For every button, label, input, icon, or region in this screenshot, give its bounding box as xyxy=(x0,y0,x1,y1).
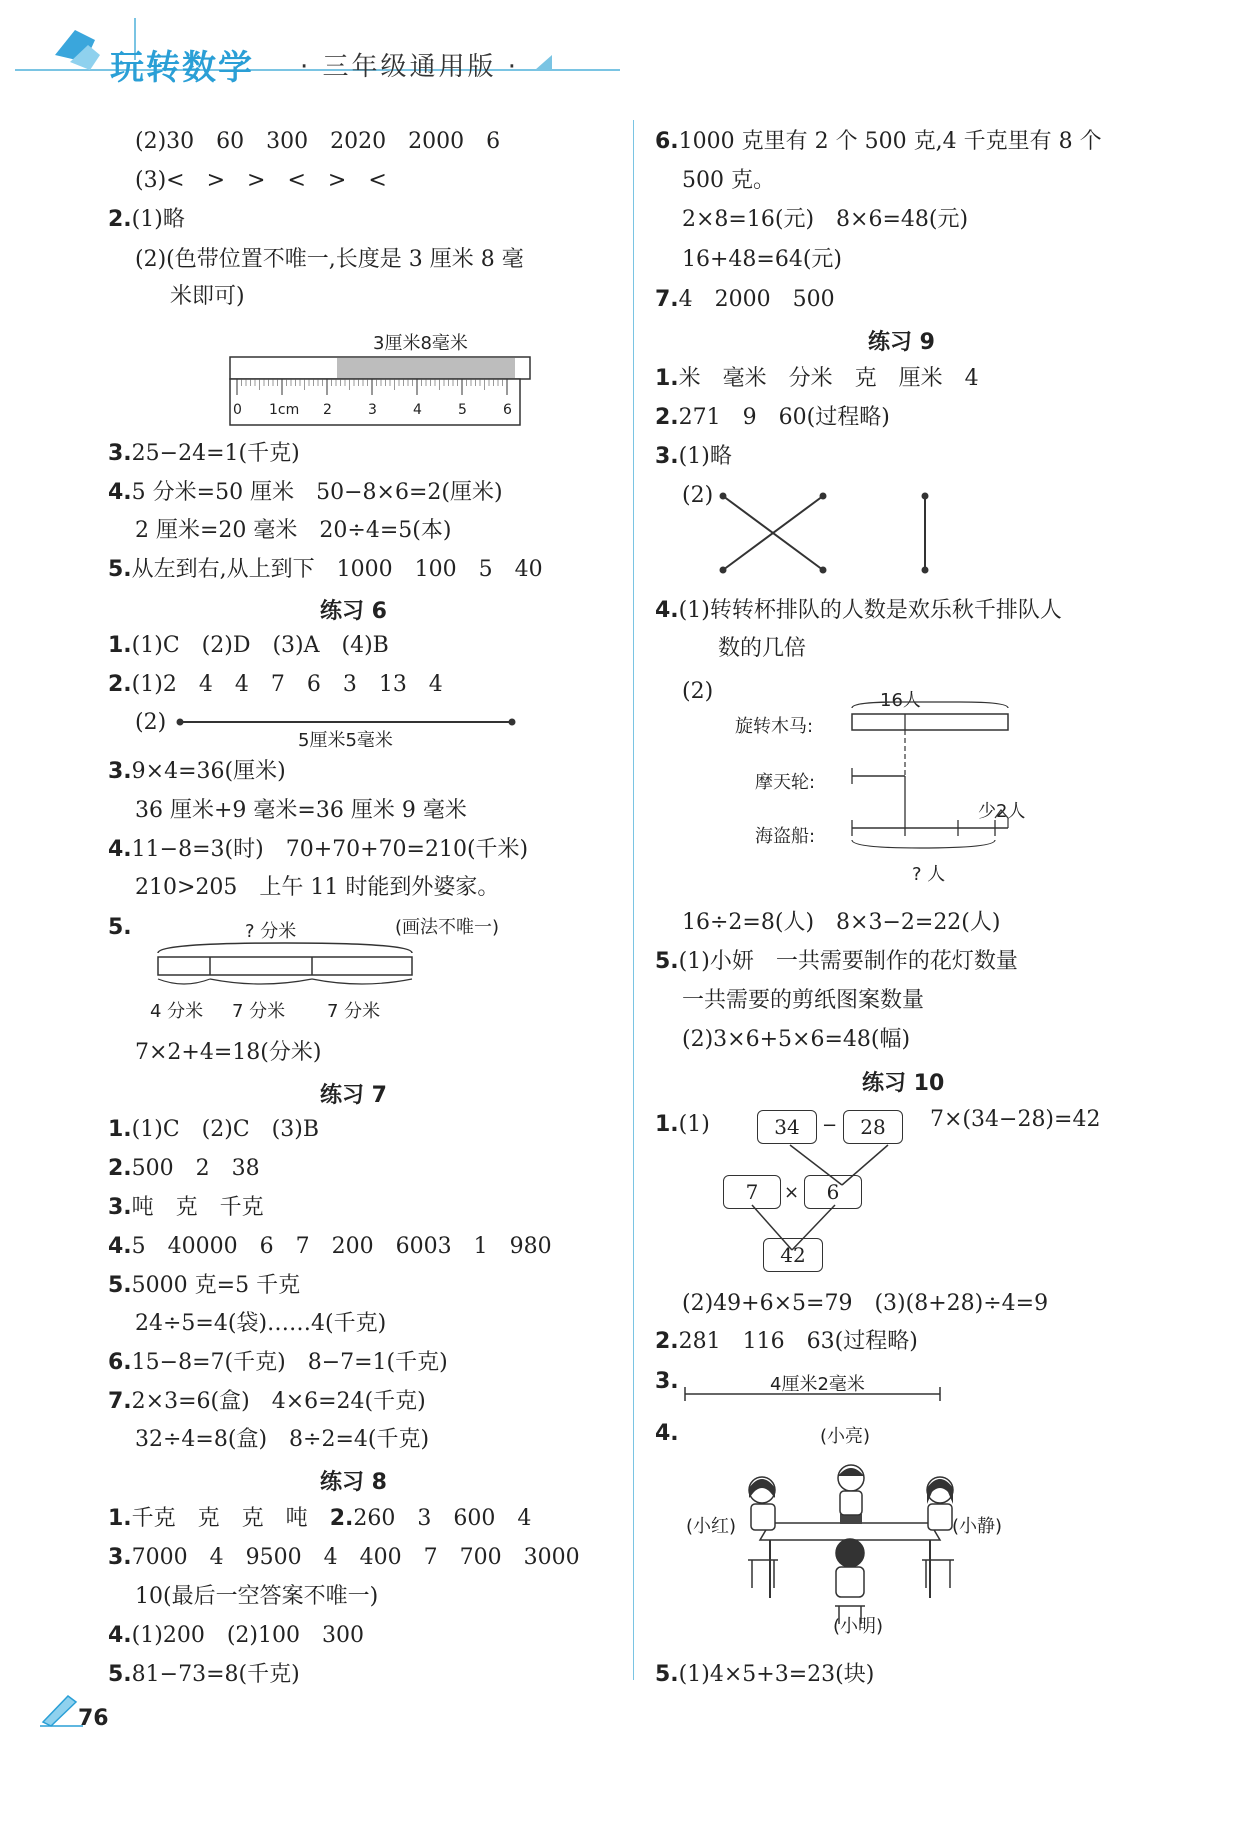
answer-text: 吨 克 千克 xyxy=(131,1195,264,1220)
question-number: 5. xyxy=(655,949,679,974)
diagram-row-label: 旋转木马: xyxy=(735,716,814,737)
ruler-tick-label: 5 xyxy=(458,402,467,418)
answer-line: 16+48=64(元) xyxy=(682,247,843,272)
answer-line: (3)< > > < > < xyxy=(135,168,387,193)
diagram-label: 少2人 xyxy=(978,801,1026,822)
segment-label: 4厘米2毫米 xyxy=(770,1374,865,1395)
answer-line: (2)49+6×5=79 (3)(8+28)÷4=9 xyxy=(682,1291,1049,1316)
column-divider xyxy=(633,120,634,1680)
answer-line: 2×8=16(元) 8×6=48(元) xyxy=(682,207,969,232)
question-number: 2. xyxy=(655,1329,679,1354)
answer-line: (2) xyxy=(135,710,167,735)
question-number: 5. xyxy=(108,1273,132,1298)
question-number: 4. xyxy=(108,837,132,862)
answer-line: 7×(34−28)=42 xyxy=(930,1107,1101,1132)
question-number: 3. xyxy=(108,759,132,784)
answer-line: 500 克。 xyxy=(682,168,775,193)
segment-label: 5厘米5毫米 xyxy=(298,730,393,751)
answer-text: 5 40000 6 7 200 6003 1 980 xyxy=(131,1234,552,1259)
answer-text: (1) xyxy=(678,1112,710,1137)
question-number: 3. xyxy=(108,441,132,466)
question-number: 1. xyxy=(655,366,679,391)
answer-text: (1)200 (2)100 300 xyxy=(131,1623,364,1648)
ruler-tick-label: 4 xyxy=(413,402,422,418)
diagram-note: (画法不唯一) xyxy=(395,917,500,938)
person-label: (小亮) xyxy=(820,1426,871,1447)
answer-text: 5 分米=50 厘米 50−8×6=2(厘米) xyxy=(131,480,503,505)
table-scene-illustration xyxy=(740,1448,960,1628)
answer-line: (2)30 60 300 2020 2000 6 xyxy=(135,129,501,154)
question-number: 1. xyxy=(108,1506,132,1531)
answer-line: 210>205 上午 11 时能到外婆家。 xyxy=(135,875,500,900)
answer-line: 数的几倍 xyxy=(718,636,807,661)
number-box: 34 xyxy=(757,1110,817,1144)
bar-diagram xyxy=(840,700,1020,865)
answer-text: 2×3=6(盒) 4×6=24(千克) xyxy=(131,1389,426,1414)
answer-text: (1)4×5+3=23(块) xyxy=(678,1662,875,1687)
number-box: 28 xyxy=(843,1110,903,1144)
question-number: 2. xyxy=(108,672,132,697)
diagram-label: 16人 xyxy=(880,690,921,711)
answer-text: 281 116 63(过程略) xyxy=(678,1329,918,1354)
answer-line: 7×2+4=18(分米) xyxy=(135,1040,322,1065)
segment-figure xyxy=(680,1384,950,1404)
ruler-label: 3厘米8毫米 xyxy=(373,333,468,354)
answer-line: 2 厘米=20 毫米 20÷4=5(本) xyxy=(135,518,452,543)
diagram-row-label: 摩天轮: xyxy=(755,772,816,793)
answer-text: 271 9 60(过程略) xyxy=(678,405,890,430)
answer-text: 米 毫米 分米 克 厘米 4 xyxy=(678,366,979,391)
question-number: 5. xyxy=(108,557,132,582)
question-number: 1. xyxy=(655,1112,679,1137)
ruler-tick-label: 6 xyxy=(503,402,512,418)
answer-line: (2)(色带位置不唯一,长度是 3 厘米 8 毫 xyxy=(135,247,524,272)
operator: − xyxy=(822,1115,838,1136)
question-number: 4. xyxy=(108,1623,132,1648)
answer-text: (1)2 4 4 7 6 3 13 4 xyxy=(131,672,443,697)
person-label: (小红) xyxy=(686,1516,737,1537)
question-number: 2. xyxy=(108,1156,132,1181)
answer-line: 24÷5=4(袋)……4(千克) xyxy=(135,1311,387,1336)
answer-line: 16÷2=8(人) 8×3−2=22(人) xyxy=(682,910,1001,935)
question-number: 7. xyxy=(108,1389,132,1414)
answer-text: 从左到右,从上到下 1000 100 5 40 xyxy=(131,557,543,582)
answer-text: 7000 4 9500 4 400 7 700 3000 xyxy=(131,1545,580,1570)
question-number: 6. xyxy=(655,129,679,154)
question-number: 2. xyxy=(108,207,132,232)
diagram-row-label: 海盗船: xyxy=(755,826,816,847)
ruler-tick-label: 1cm xyxy=(269,402,300,418)
section-heading: 练习 7 xyxy=(320,1083,387,1108)
answer-text: (1)C (2)C (3)B xyxy=(131,1117,319,1142)
diagram-label: 7 分米 xyxy=(232,1001,286,1022)
page-number: 76 xyxy=(78,1706,109,1731)
answer-line: 米即可) xyxy=(170,284,245,309)
answer-text: 500 2 38 xyxy=(131,1156,260,1181)
person-label: (小静) xyxy=(952,1516,1003,1537)
segment-diagram xyxy=(150,935,425,1005)
answer-text: 5000 克=5 千克 xyxy=(131,1273,301,1298)
answer-text: (1)略 xyxy=(131,207,185,232)
answer-line: 一共需要的剪纸图案数量 xyxy=(682,988,925,1013)
question-number: 4. xyxy=(655,1421,679,1446)
number-box: 7 xyxy=(723,1175,781,1209)
answer-text: (1)转转杯排队的人数是欢乐秋千排队人 xyxy=(678,598,1062,623)
question-number: 5. xyxy=(655,1662,679,1687)
question-number: 1. xyxy=(108,1117,132,1142)
question-number: 5. xyxy=(108,915,132,940)
answer-line: 32÷4=8(盒) 8÷2=4(千克) xyxy=(135,1427,430,1452)
answer-text: 25−24=1(千克) xyxy=(131,441,300,466)
question-number: 4. xyxy=(108,1234,132,1259)
answer-line: 10(最后一空答案不唯一) xyxy=(135,1584,379,1609)
answer-text: 千克 克 克 吨 xyxy=(131,1506,330,1531)
question-number: 3. xyxy=(655,1369,679,1394)
page-header xyxy=(0,0,1250,110)
answer-text: 4 2000 500 xyxy=(678,287,835,312)
number-box: 6 xyxy=(804,1175,862,1209)
question-number: 1. xyxy=(108,633,132,658)
edition-label: · 三年级通用版 · xyxy=(300,52,520,82)
diagram-label: 4 分米 xyxy=(150,1001,204,1022)
question-number: 5. xyxy=(108,1662,132,1687)
section-heading: 练习 8 xyxy=(320,1470,387,1495)
answer-text: (1)小妍 一共需要制作的花灯数量 xyxy=(678,949,1018,974)
answer-text: 15−8=7(千克) 8−7=1(千克) xyxy=(131,1350,448,1375)
question-number: 7. xyxy=(655,287,679,312)
question-number: 3. xyxy=(108,1545,132,1570)
ruler-tick-label: 2 xyxy=(323,402,332,418)
question-number: 2. xyxy=(329,1506,354,1531)
answer-text: 9×4=36(厘米) xyxy=(131,759,286,784)
ruler-figure xyxy=(225,325,535,430)
answer-text: 260 3 600 4 xyxy=(353,1506,532,1531)
answer-line: (2) xyxy=(682,679,714,704)
ruler-tick-label: 0 xyxy=(233,402,242,418)
operator: × xyxy=(784,1182,800,1203)
answer-text: 1000 克里有 2 个 500 克,4 千克里有 8 个 xyxy=(678,129,1102,154)
brand-title: 玩转数学 xyxy=(110,48,254,88)
section-heading: 练习 9 xyxy=(868,330,935,355)
ruler-tick-label: 3 xyxy=(368,402,377,418)
question-number: 6. xyxy=(108,1350,132,1375)
answer-text: (1)略 xyxy=(678,444,732,469)
answer-text: 81−73=8(千克) xyxy=(131,1662,300,1687)
section-heading: 练习 10 xyxy=(862,1071,945,1096)
diagram-label: 7 分米 xyxy=(327,1001,381,1022)
section-heading: 练习 6 xyxy=(320,599,387,624)
cross-lines-figure xyxy=(715,488,945,578)
question-number: 4. xyxy=(655,598,679,623)
person-label: (小明) xyxy=(833,1616,884,1637)
answer-line: 36 厘米+9 毫米=36 厘米 9 毫米 xyxy=(135,798,467,823)
number-box: 42 xyxy=(763,1238,823,1272)
question-number: 4. xyxy=(108,480,132,505)
answer-line: (2) xyxy=(682,483,714,508)
question-number: 2. xyxy=(655,405,679,430)
question-number: 3. xyxy=(655,444,679,469)
pen-icon xyxy=(38,1688,83,1728)
diagram-label: ? 分米 xyxy=(245,921,297,942)
answer-text: 11−8=3(时) 70+70+70=210(千米) xyxy=(131,837,529,862)
answer-line: (2)3×6+5×6=48(幅) xyxy=(682,1027,911,1052)
answer-text: (1)C (2)D (3)A (4)B xyxy=(131,633,389,658)
diagram-label: ? 人 xyxy=(912,864,946,885)
question-number: 3. xyxy=(108,1195,132,1220)
